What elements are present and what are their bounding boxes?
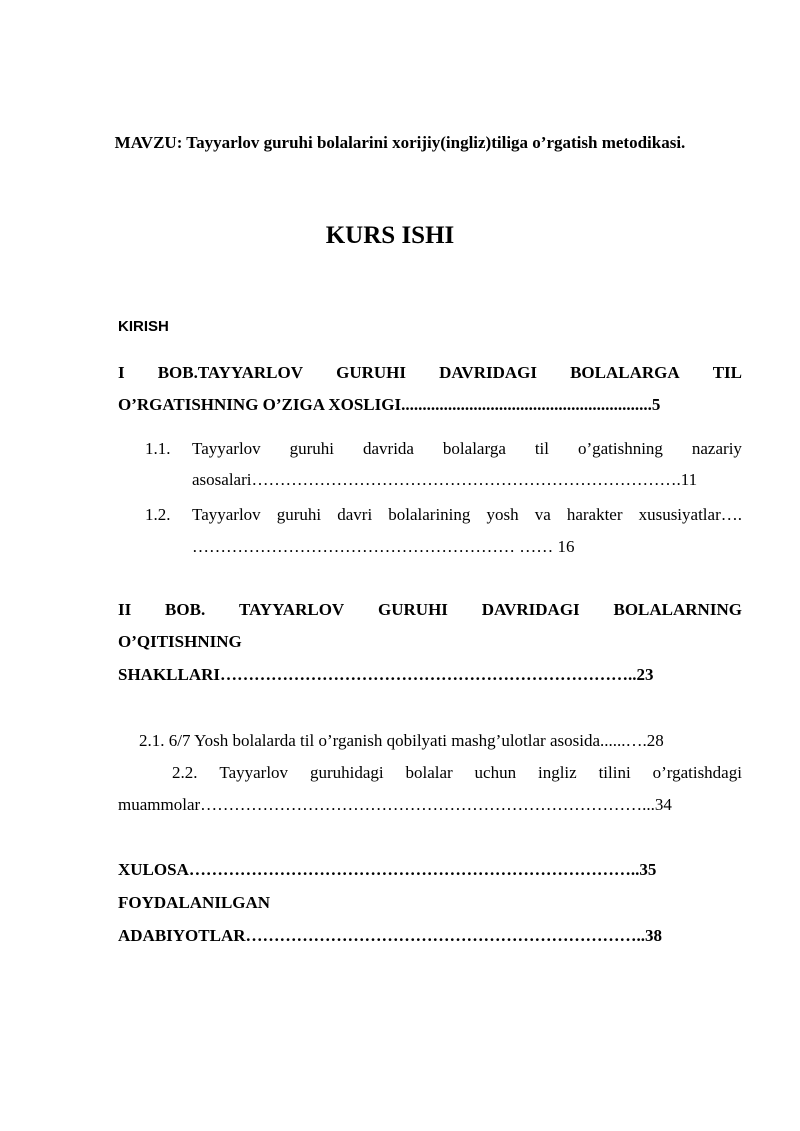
toc-word: va xyxy=(534,505,551,524)
toc-chapter1-line1 xyxy=(118,363,742,383)
toc-section-1-2-line1 xyxy=(192,505,742,525)
toc-word: Tayyarlov xyxy=(192,439,261,458)
toc-chapter2-line3: SHAKLLARI………………………………………………………………..23 xyxy=(118,665,654,684)
toc-word: guruhi xyxy=(276,505,322,524)
toc-word: uchun xyxy=(474,763,517,782)
toc-section-2-2-line1 xyxy=(172,763,742,783)
toc-word: BOLALARNING xyxy=(613,600,742,619)
toc-word: davri xyxy=(337,505,373,524)
toc-word: yosh xyxy=(486,505,519,524)
toc-word: 2.2. xyxy=(172,763,198,782)
toc-adabiyotlar: ADABIYOTLAR……………………………………………………………..38 xyxy=(118,926,663,945)
toc-word: o’gatishning xyxy=(577,439,663,458)
toc-word: guruhidagi xyxy=(309,763,384,782)
toc-word: Tayyarlov xyxy=(192,505,261,524)
toc-kirish: KIRISH xyxy=(118,318,169,335)
toc-word: DAVRIDAGI xyxy=(439,363,537,382)
toc-word: o’rgatishdagi xyxy=(652,763,742,782)
toc-word: BOB.TAYYARLOV xyxy=(157,363,304,382)
toc-word: I xyxy=(118,363,125,382)
toc-word: guruhi xyxy=(289,439,335,458)
toc-word: II xyxy=(118,600,132,619)
toc-word: bolalarining xyxy=(388,505,471,524)
topic-heading: MAVZU: Tayyarlov guruhi bolalarini xorijiy(ingliz)tiliga o’rgatish metodikasi. xyxy=(114,133,686,152)
toc-section-1-2-number: 1.2. xyxy=(145,505,171,524)
toc-word: bolalarga xyxy=(442,439,506,458)
toc-word: BOB. xyxy=(165,600,206,619)
toc-chapter2-line1 xyxy=(118,600,742,620)
toc-word: bolalar xyxy=(405,763,453,782)
toc-section-1-1-line2: asosalari………………………………………………………………….11 xyxy=(192,470,698,489)
toc-word: TAYYARLOV xyxy=(239,600,345,619)
toc-word: nazariy xyxy=(691,439,742,458)
toc-word: BOLALARGA xyxy=(570,363,680,382)
toc-chapter1-line2: O’RGATISHNING O’ZIGA XOSLIGI...........................................................5 xyxy=(118,395,661,414)
toc-section-1-2-line2: ………………………………………………… …… 16 xyxy=(192,537,575,556)
toc-word: TIL xyxy=(712,363,742,382)
toc-section-1-1-number: 1.1. xyxy=(145,439,171,458)
toc-xulosa: XULOSA……………………………………………………………………..35 xyxy=(118,860,657,879)
toc-chapter2-line2: O’QITISHNING xyxy=(118,632,242,651)
toc-section-1-1-line1 xyxy=(192,439,742,459)
toc-word: til xyxy=(534,439,549,458)
toc-word: GURUHI xyxy=(336,363,406,382)
toc-word: Tayyarlov xyxy=(219,763,289,782)
toc-section-2-2-line2: muammolar……………………………………………………………………...34 xyxy=(118,795,672,814)
toc-word: ingliz xyxy=(537,763,577,782)
toc-word: GURUHI xyxy=(378,600,448,619)
document-title: KURS ISHI xyxy=(325,222,455,249)
toc-foydalanilgan: FOYDALANILGAN xyxy=(118,893,271,912)
toc-word: harakter xyxy=(566,505,623,524)
toc-section-2-1: 2.1. 6/7 Yosh bolalarda til o’rganish qobilyati mashg’ulotlar asosida......….28 xyxy=(139,731,664,750)
toc-word: tilini xyxy=(598,763,631,782)
toc-word: DAVRIDAGI xyxy=(481,600,580,619)
toc-word: xususiyatlar…. xyxy=(638,505,742,524)
toc-word: davrida xyxy=(362,439,414,458)
